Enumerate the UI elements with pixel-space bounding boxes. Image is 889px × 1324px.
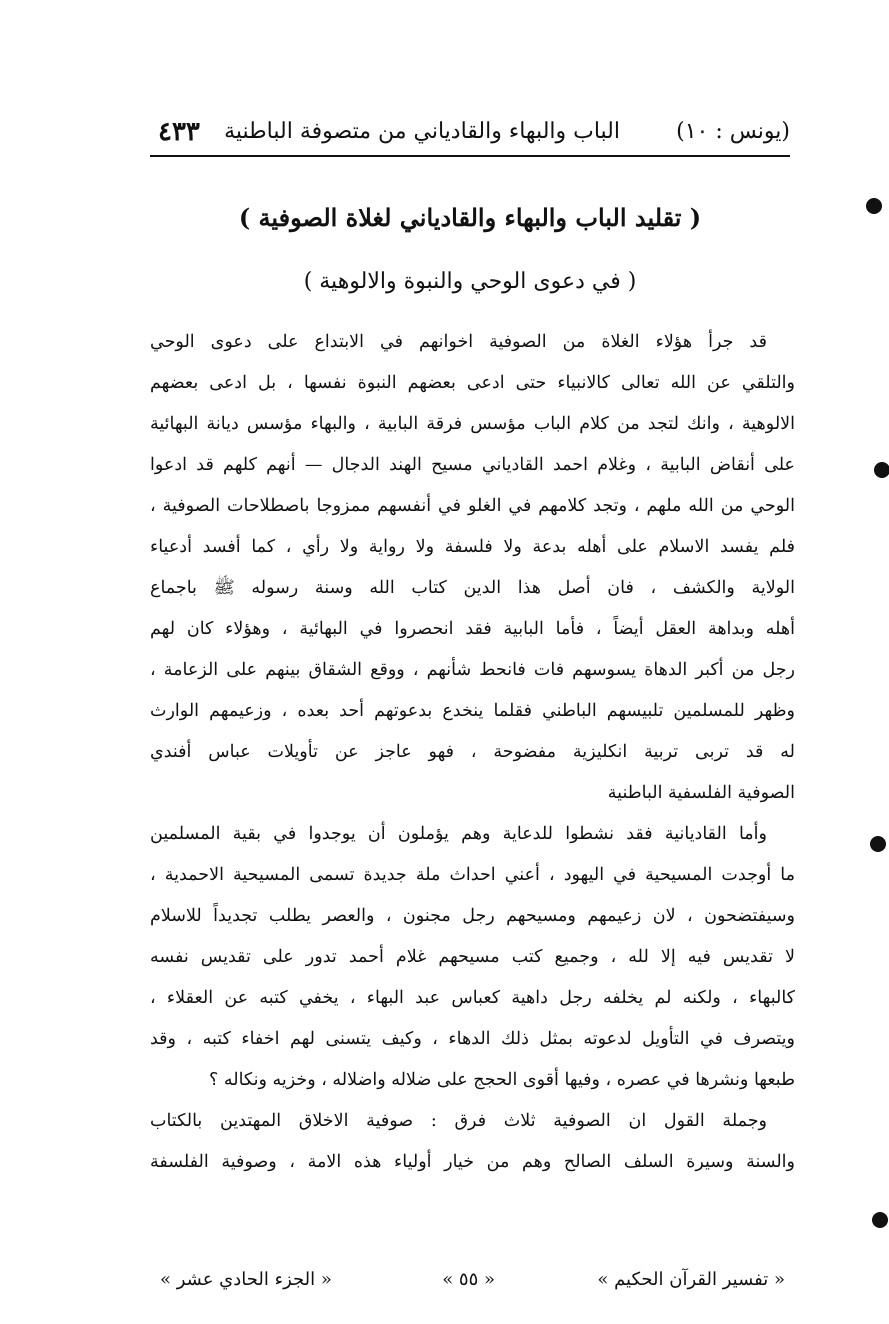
body-line: كالبهاء ، ولكنه لم يخلفه رجل داهية كعباس عبد البهاء ، يخفي كتبه عن العقلاء ، [150,988,795,1008]
body-line: قد جرأ هؤلاء الغلاة من الصوفية اخوانهم في الابتداع على دعوى الوحي [150,332,767,352]
binding-hole-dot [866,198,882,214]
body-line: رجل من أكبر الدهاة يسوسهم فات فانحط شأنهم ، ووقع الشقاق بينهم على الزعامة ، [150,660,795,680]
body-line: الصوفية الفلسفية الباطنية [607,783,795,803]
body-line: لا تقديس فيه إلا لله ، وجميع كتب مسيحهم غلام أحمد تدور على تقديس نفسه [150,947,795,967]
binding-hole-dot [870,836,886,852]
body-line: على أنقاض البابية ، وغلام احمد القادياني مسيح الهند الدجال — أنهم كلهم قد ادعوا [150,455,795,475]
binding-hole-dot [872,1212,888,1228]
running-title: الباب والبهاء والقادياني من متصوفة الباطنية [224,119,620,144]
body-line: الالوهية ، وانك لتجد من كلام الباب مؤسس فرقة البابية ، والبهاء مؤسس ديانة البهائية [150,414,795,434]
body-line: فلم يفسد الاسلام على أهله بدعة ولا فلسفة ولا رواية ولا رأي ، كما أفسد أدعياء [150,537,795,557]
body-line: ما أوجدت المسيحية في اليهود ، أعني احداث ملة جديدة تسمى المسيحية الاحمدية ، [150,865,795,885]
body-line: وأما القاديانية فقد نشطوا للدعاية وهم يؤملون أن يوجدوا في بقية المسلمين [150,824,767,844]
section-subtitle: ( في دعوى الوحي والنبوة والالوهية ) [303,269,637,294]
body-line: طبعها ونشرها في عصره ، وفيها أقوى الحجج على ضلاله واضلاله ، وخزيه ونكاله ؟ [209,1070,795,1090]
surah-reference: (يونس : ١٠) [676,119,790,144]
body-line: له قد تربى تربية انكليزية مفضوحة ، فهو عاجز عن تأويلات عباس أفندي [150,742,795,762]
body-text [150,322,795,1183]
body-line: وظهر للمسلمين تلبيسهم الباطني فقلما ينخدع بدعوتهم أحد بعده ، وزعيمهم الوارث [150,701,795,721]
body-line: الولاية والكشف ، فان أصل هذا الدين كتاب الله وسنة رسوله ﷺ باجماع [150,578,795,598]
binding-hole-dot [874,462,889,478]
body-line: ويتصرف في التأويل لدعوته بمثل ذلك الدهاء ، وكيف يتسنى لهم اخفاء كتبه ، وقد [150,1029,795,1049]
page-header [150,110,790,154]
page-number: ٤٣٣ [158,117,200,147]
footer-part: « الجزء الحادي عشر » [160,1269,332,1290]
footer-book-title: « تفسير القرآن الحكيم » [597,1269,785,1290]
footer-number: « ٥٥ » [442,1269,495,1290]
body-line: وجملة القول ان الصوفية ثلاث فرق : صوفية الاخلاق المهتدين بالكتاب [150,1111,767,1131]
body-line: الوحي من الله ملهم ، وتجد كلامهم في الغلو في أنفسهم ممزوجا باصطلاحات الصوفية ، [150,496,795,516]
body-line: والسنة وسيرة السلف الصالح وهم من خيار أولياء هذه الامة ، وصوفية الفلسفة [150,1152,795,1172]
body-line: أهله وبداهة العقل أيضاً ، فأما البابية فقد انحصروا في البهائية ، وهؤلاء كان لهم [150,619,795,639]
header-rule [150,155,790,157]
page-footer [150,1262,795,1298]
section-title: ( تقليد الباب والبهاء والقادياني لغلاة الصوفية ) [238,203,702,232]
body-line: والتلقي عن الله تعالى كالانبياء حتى ادعى بعضهم النبوة نفسها ، بل ادعى بعضهم [150,373,795,393]
body-line: وسيفتضحون ، لان زعيمهم ومسيحهم رجل مجنون ، والعصر يطلب تجديداً للاسلام [150,906,795,926]
